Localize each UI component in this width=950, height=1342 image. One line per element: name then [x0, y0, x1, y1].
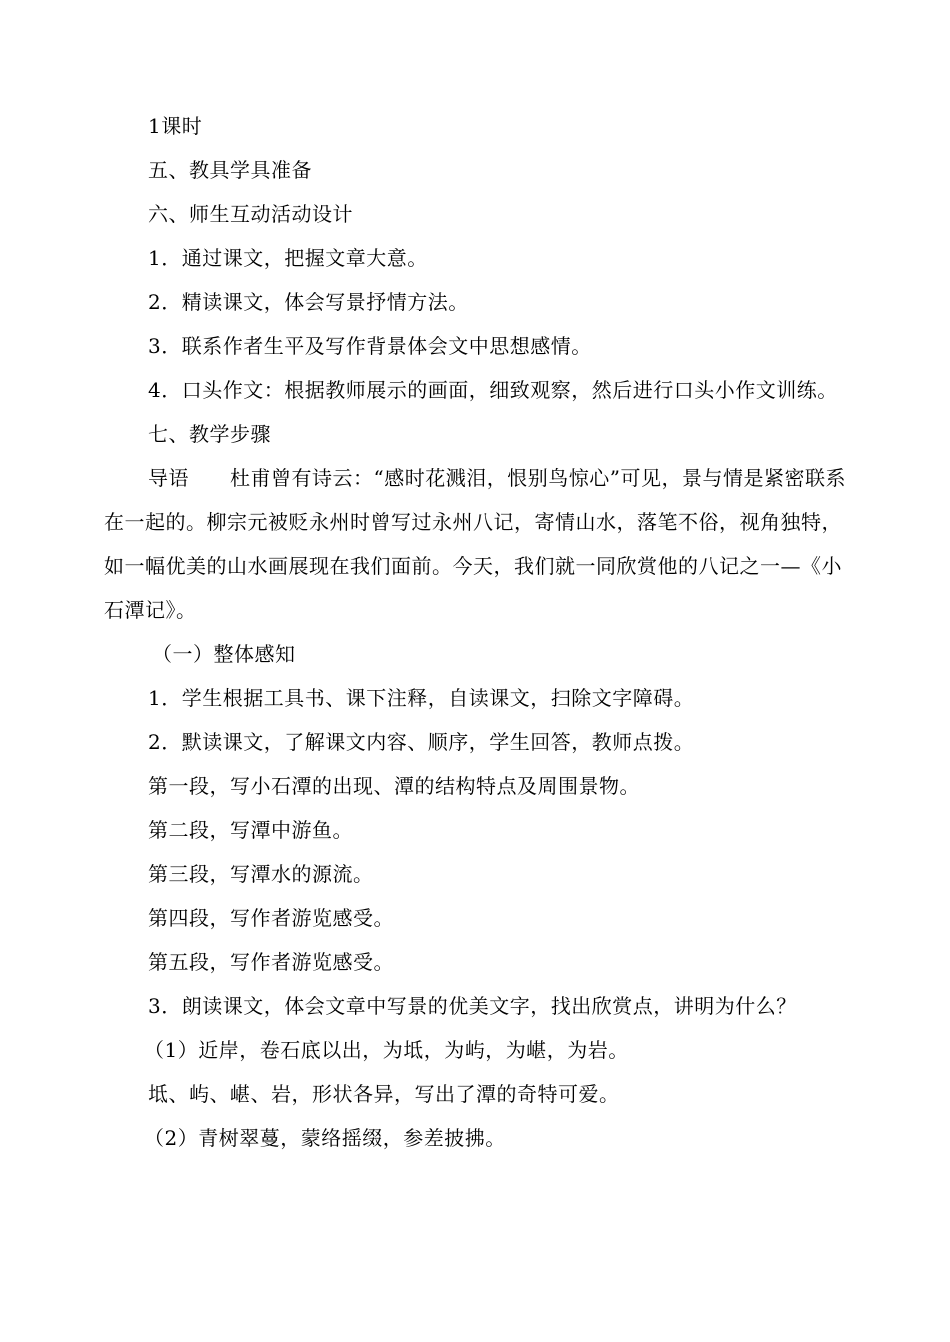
appreciation-point-1: （1）近岸，卷石底以出，为坻，为屿，为嵁，为岩。: [144, 1038, 629, 1062]
lesson-duration: 1课时: [148, 114, 203, 138]
paragraph-summary-5: 第五段，写作者游览感受。: [148, 950, 394, 974]
appreciation-note-1: 坻、屿、嵁、岩，形状各异，写出了潭的奇特可爱。: [148, 1082, 620, 1106]
activity-item-3: 3．联系作者生平及写作背景体会文中思想感情。: [148, 334, 592, 358]
activity-item-4: 4．口头作文：根据教师展示的画面，细致观察，然后进行口头小作文训练。: [148, 378, 838, 402]
subsection-heading-1: （一）整体感知: [152, 642, 296, 666]
step-item-1: 1．学生根据工具书、课下注释，自读课文，扫除文字障碍。: [148, 686, 695, 710]
document-body: [104, 104, 848, 1160]
section-heading-6: 六、师生互动活动设计: [148, 202, 353, 226]
intro-paragraph: 导语 杜甫曾有诗云：“感时花溅泪，恨别鸟惊心”可见，景与情是紧密联系在一起的。柳宗元被贬永州时曾写过永州八记，寄情山水，落笔不俗，视角独特，如一幅优美的山水画展现在我们面前。今天，我们就一同欣赏他的八记之一—《小石潭记》。: [104, 466, 846, 622]
paragraph-summary-3: 第三段，写潭水的源流。: [148, 862, 374, 886]
section-heading-5: 五、教具学具准备: [148, 158, 312, 182]
appreciation-point-2: （2）青树翠蔓，蒙络摇缀，参差披拂。: [144, 1126, 506, 1150]
activity-item-1: 1．通过课文，把握文章大意。: [148, 246, 428, 270]
step-item-2: 2．默读课文，了解课文内容、顺序，学生回答，教师点拨。: [148, 730, 695, 754]
paragraph-summary-1: 第一段，写小石潭的出现、潭的结构特点及周围景物。: [148, 774, 640, 798]
paragraph-summary-4: 第四段，写作者游览感受。: [148, 906, 394, 930]
activity-item-2: 2．精读课文，体会写景抒情方法。: [148, 290, 469, 314]
step-item-3: 3．朗读课文，体会文章中写景的优美文字，找出欣赏点，讲明为什么？: [148, 994, 797, 1018]
paragraph-summary-2: 第二段，写潭中游鱼。: [148, 818, 353, 842]
section-heading-7: 七、教学步骤: [148, 422, 271, 446]
